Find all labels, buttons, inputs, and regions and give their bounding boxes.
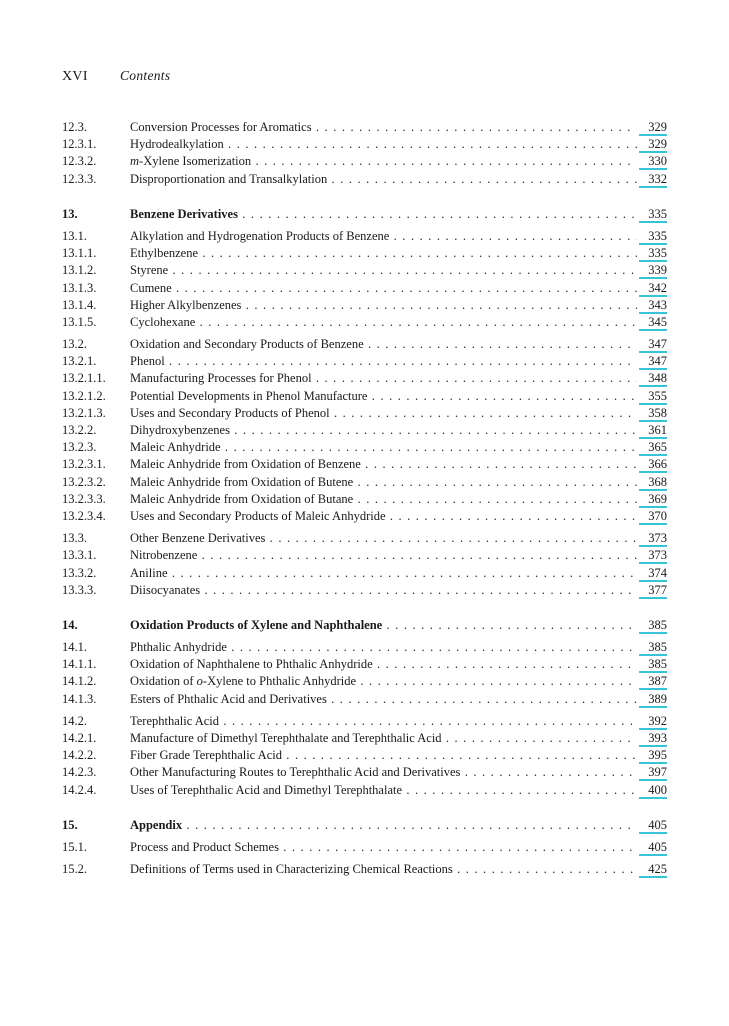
toc-section-number: 14.1.2. bbox=[62, 674, 97, 689]
toc-page-link[interactable]: 400 bbox=[639, 782, 667, 799]
toc-section-number: 14.1.3. bbox=[62, 691, 97, 706]
toc-section-title: Esters of Phthalic Acid and Derivatives bbox=[130, 691, 327, 706]
toc-entry-row[interactable] bbox=[62, 353, 667, 370]
toc-page-link[interactable]: 329 bbox=[639, 119, 667, 136]
toc-section-number: 13.2.1. bbox=[62, 354, 97, 369]
toc-entry-row[interactable] bbox=[62, 530, 667, 547]
toc-chapter-row[interactable] bbox=[62, 617, 667, 634]
toc-title-with-leader bbox=[130, 547, 637, 564]
toc-entry-row[interactable] bbox=[62, 280, 667, 297]
toc-title-with-leader bbox=[130, 262, 637, 279]
toc-section-number: 13.1.3. bbox=[62, 280, 97, 295]
toc-section-title: Manufacture of Dimethyl Terephthalate and Terephthalic Acid bbox=[130, 731, 442, 745]
toc-title-with-leader bbox=[130, 314, 637, 331]
toc-entry-row[interactable] bbox=[62, 336, 667, 353]
toc-section-title: Nitrobenzene bbox=[130, 548, 198, 563]
toc-section-title: Oxidation of o-Xylene to Phthalic Anhydride bbox=[130, 674, 357, 689]
toc-section-title: Oxidation Products of Xylene and Naphthalene bbox=[130, 617, 383, 632]
toc-section-title: Diisocyanates bbox=[130, 582, 201, 597]
toc-page-link[interactable]: 347 bbox=[639, 336, 667, 353]
toc-title-with-leader bbox=[130, 245, 637, 262]
toc-section-title: Maleic Anhydride from Oxidation of Benzene bbox=[130, 457, 361, 472]
toc-page-link[interactable]: 335 bbox=[639, 206, 667, 223]
toc-page-link[interactable]: 368 bbox=[639, 474, 667, 491]
toc-page-link[interactable]: 348 bbox=[639, 370, 667, 387]
toc-entry-row[interactable] bbox=[62, 314, 667, 331]
toc-section-number: 14.1. bbox=[62, 640, 87, 655]
toc-section-number: 13.1.4. bbox=[62, 297, 97, 312]
toc-title-with-leader bbox=[130, 691, 637, 708]
toc-title-with-leader bbox=[130, 673, 637, 690]
toc-entry-row[interactable] bbox=[62, 691, 667, 708]
toc-section-number: 13. bbox=[62, 206, 78, 221]
toc-page-link[interactable]: 397 bbox=[639, 764, 667, 781]
toc-page-link[interactable]: 389 bbox=[639, 691, 667, 708]
toc-section-title: Ethylbenzene bbox=[130, 246, 199, 261]
toc-entry-row[interactable] bbox=[62, 297, 667, 314]
toc-page-link[interactable]: 392 bbox=[639, 713, 667, 730]
toc-entry-row[interactable] bbox=[62, 764, 667, 781]
toc-section-title: Maleic Anhydride bbox=[130, 440, 221, 455]
toc-entry-row[interactable] bbox=[62, 656, 667, 673]
toc-entry-row[interactable] bbox=[62, 508, 667, 525]
toc-section-title: Cyclohexane bbox=[130, 314, 196, 329]
toc-entry-row[interactable] bbox=[62, 547, 667, 564]
toc-title-with-leader bbox=[130, 617, 637, 634]
toc-title-with-leader bbox=[130, 136, 637, 153]
toc-title-with-leader bbox=[130, 474, 637, 491]
toc-section-title: Terephthalic Acid bbox=[130, 713, 220, 728]
toc-section-title: Styrene bbox=[130, 263, 169, 278]
toc-section-title: Process and Product Schemes bbox=[130, 839, 279, 854]
toc-entry-row[interactable] bbox=[62, 171, 667, 188]
toc-section-title: Alkylation and Hydrogenation Products of Benzene bbox=[130, 228, 390, 243]
toc-section-number: 14.2.4. bbox=[62, 782, 97, 797]
toc-section-title: Other Benzene Derivatives bbox=[130, 531, 266, 546]
toc-entry-row[interactable] bbox=[62, 782, 667, 799]
toc-title-with-leader bbox=[130, 747, 637, 764]
toc-page-link[interactable]: 387 bbox=[639, 673, 667, 690]
toc-section-number: 13.1.1. bbox=[62, 246, 97, 261]
toc-page-link[interactable]: 342 bbox=[639, 280, 667, 297]
table-of-contents bbox=[62, 119, 667, 878]
toc-page-link[interactable]: 425 bbox=[639, 861, 667, 878]
toc-entry-row[interactable] bbox=[62, 713, 667, 730]
toc-title-with-leader bbox=[130, 297, 637, 314]
toc-section-number: 13.2.1.3. bbox=[62, 405, 106, 420]
toc-section-title: Higher Alkylbenzenes bbox=[130, 297, 242, 312]
toc-section-title: Maleic Anhydride from Oxidation of Butene bbox=[130, 474, 354, 489]
toc-section-title: Oxidation of Naphthalene to Phthalic Anhydride bbox=[130, 657, 373, 672]
toc-entry-row[interactable] bbox=[62, 673, 667, 690]
toc-entry-row[interactable] bbox=[62, 456, 667, 473]
toc-entry-row[interactable] bbox=[62, 839, 667, 856]
toc-page-link[interactable]: 370 bbox=[639, 508, 667, 525]
toc-section-number: 13.1.2. bbox=[62, 263, 97, 278]
toc-section-number: 12.3.2. bbox=[62, 154, 97, 169]
toc-title-with-leader bbox=[130, 782, 637, 799]
toc-section-number: 13.2.3.2. bbox=[62, 474, 106, 489]
toc-section-number: 13.2.2. bbox=[62, 423, 97, 437]
toc-entry-row[interactable] bbox=[62, 136, 667, 153]
toc-page-link[interactable]: 365 bbox=[639, 439, 667, 456]
toc-title-with-leader bbox=[130, 171, 637, 188]
toc-entry-row[interactable] bbox=[62, 405, 667, 422]
toc-page-link[interactable]: 374 bbox=[639, 565, 667, 582]
toc-title-with-leader bbox=[130, 713, 637, 730]
toc-page-link[interactable]: 369 bbox=[639, 491, 667, 508]
toc-entry-row[interactable] bbox=[62, 119, 667, 136]
toc-section-number: 14.1.1. bbox=[62, 657, 97, 672]
toc-section-number: 12.3.3. bbox=[62, 171, 97, 186]
toc-entry-row[interactable] bbox=[62, 439, 667, 456]
toc-title-with-leader bbox=[130, 508, 637, 525]
toc-chapter-row[interactable] bbox=[62, 206, 667, 223]
toc-spacer bbox=[62, 188, 667, 206]
toc-section-number: 13.3.2. bbox=[62, 565, 97, 580]
toc-entry-row[interactable] bbox=[62, 730, 667, 747]
toc-title-with-leader bbox=[130, 656, 637, 673]
toc-title-with-leader bbox=[130, 861, 637, 878]
toc-page-link[interactable]: 393 bbox=[639, 730, 667, 747]
toc-entry-row[interactable] bbox=[62, 228, 667, 245]
toc-page-link[interactable]: 385 bbox=[639, 656, 667, 673]
toc-section-number: 13.2.3.3. bbox=[62, 491, 106, 506]
toc-section-title: Definitions of Terms used in Characterizing Chemical Reactions bbox=[130, 862, 453, 877]
toc-title-with-leader bbox=[130, 439, 637, 456]
toc-section-number: 13.1. bbox=[62, 228, 87, 243]
toc-section-number: 14.2.3. bbox=[62, 765, 97, 780]
toc-page-link[interactable]: 343 bbox=[639, 297, 667, 314]
toc-chapter-row[interactable] bbox=[62, 817, 667, 834]
toc-section-number: 14.2.1. bbox=[62, 731, 97, 745]
toc-entry-row[interactable] bbox=[62, 491, 667, 508]
toc-page-link[interactable]: 385 bbox=[639, 639, 667, 656]
toc-title-with-leader bbox=[130, 153, 637, 170]
toc-entry-row[interactable] bbox=[62, 153, 667, 170]
toc-section-title: Benzene Derivatives bbox=[130, 206, 238, 221]
toc-page-link[interactable]: 405 bbox=[639, 817, 667, 834]
toc-section-number: 13.2.3.1. bbox=[62, 457, 106, 472]
toc-title-with-leader bbox=[130, 817, 637, 834]
toc-section-title: Uses and Secondary Products of Phenol bbox=[130, 405, 330, 420]
toc-title-with-leader bbox=[130, 388, 637, 405]
toc-section-title: Oxidation and Secondary Products of Benzene bbox=[130, 337, 364, 352]
toc-entry-row[interactable] bbox=[62, 245, 667, 262]
toc-page-link[interactable]: 347 bbox=[639, 353, 667, 370]
toc-page-link[interactable]: 345 bbox=[639, 314, 667, 331]
toc-section-number: 13.3. bbox=[62, 531, 87, 546]
toc-section-title: Hydrodealkylation bbox=[130, 137, 224, 152]
toc-page-link[interactable]: 385 bbox=[639, 617, 667, 634]
toc-section-number: 13.2.1.2. bbox=[62, 388, 106, 403]
toc-section-number: 13.1.5. bbox=[62, 314, 97, 329]
toc-page-link[interactable]: 332 bbox=[639, 171, 667, 188]
toc-section-number: 14.2. bbox=[62, 713, 87, 728]
toc-page-link[interactable]: 373 bbox=[639, 547, 667, 564]
toc-title-with-leader bbox=[130, 370, 637, 387]
toc-title-with-leader bbox=[130, 353, 637, 370]
toc-title-with-leader bbox=[130, 839, 637, 856]
toc-section-title: Other Manufacturing Routes to Terephthalic Acid and Derivatives bbox=[130, 765, 461, 780]
toc-title-with-leader bbox=[130, 405, 637, 422]
toc-entry-row[interactable] bbox=[62, 861, 667, 878]
toc-title-with-leader bbox=[130, 530, 637, 547]
toc-section-number: 14.2.2. bbox=[62, 748, 97, 763]
toc-section-number: 14. bbox=[62, 617, 78, 632]
toc-section-title: Aniline bbox=[130, 565, 168, 580]
toc-section-title: m-Xylene Isomerization bbox=[130, 154, 252, 169]
toc-title-with-leader bbox=[130, 228, 637, 245]
toc-entry-row[interactable] bbox=[62, 639, 667, 656]
toc-section-number: 15.1. bbox=[62, 839, 87, 854]
toc-entry-row[interactable] bbox=[62, 565, 667, 582]
toc-section-number: 13.3.1. bbox=[62, 548, 97, 563]
toc-section-title: Phenol bbox=[130, 354, 165, 369]
toc-section-title: Cumene bbox=[130, 280, 172, 295]
toc-spacer bbox=[62, 799, 667, 817]
toc-title-with-leader bbox=[130, 565, 637, 582]
toc-title-with-leader bbox=[130, 336, 637, 353]
toc-section-title: Maleic Anhydride from Oxidation of Butane bbox=[130, 491, 354, 506]
toc-section-number: 13.2.3.4. bbox=[62, 508, 106, 523]
toc-section-number: 13.2.1.1. bbox=[62, 371, 106, 386]
toc-page-link[interactable]: 405 bbox=[639, 839, 667, 856]
header-section-title: Contents bbox=[120, 68, 171, 83]
toc-entry-row[interactable] bbox=[62, 262, 667, 279]
toc-page-link[interactable]: 395 bbox=[639, 747, 667, 764]
toc-page-link[interactable]: 366 bbox=[639, 456, 667, 473]
toc-section-number: 12.3. bbox=[62, 120, 87, 134]
toc-title-with-leader bbox=[130, 206, 637, 223]
toc-section-title: Phthalic Anhydride bbox=[130, 640, 227, 655]
toc-section-title: Dihydroxybenzenes bbox=[130, 423, 230, 437]
toc-section-number: 13.2.3. bbox=[62, 440, 97, 455]
running-head bbox=[62, 68, 170, 85]
toc-page-link[interactable]: 377 bbox=[639, 582, 667, 599]
toc-title-with-leader bbox=[130, 730, 637, 747]
toc-page-link[interactable]: 361 bbox=[639, 422, 667, 439]
toc-section-number: 15.2. bbox=[62, 862, 87, 877]
toc-entry-row[interactable] bbox=[62, 474, 667, 491]
toc-section-title: Manufacturing Processes for Phenol bbox=[130, 371, 312, 386]
toc-title-with-leader bbox=[130, 764, 637, 781]
toc-title-with-leader bbox=[130, 280, 637, 297]
toc-section-title: Uses of Terephthalic Acid and Dimethyl Terephthalate bbox=[130, 782, 403, 797]
toc-section-title: Fiber Grade Terephthalic Acid bbox=[130, 748, 282, 763]
toc-page-link[interactable]: 335 bbox=[639, 228, 667, 245]
toc-page-link[interactable]: 330 bbox=[639, 153, 667, 170]
toc-section-title: Conversion Processes for Aromatics bbox=[130, 120, 312, 134]
toc-section-title: Potential Developments in Phenol Manufacture bbox=[130, 388, 368, 403]
toc-title-with-leader bbox=[130, 491, 637, 508]
header-page-number: XVI bbox=[62, 69, 88, 84]
toc-section-number: 15. bbox=[62, 817, 78, 832]
toc-title-with-leader bbox=[130, 422, 637, 439]
toc-page-link[interactable]: 339 bbox=[639, 262, 667, 279]
toc-page-link[interactable]: 329 bbox=[639, 136, 667, 153]
toc-page-link[interactable]: 355 bbox=[639, 388, 667, 405]
toc-section-number: 13.2. bbox=[62, 337, 87, 352]
toc-title-with-leader bbox=[130, 582, 637, 599]
toc-page-link[interactable]: 358 bbox=[639, 405, 667, 422]
toc-entry-row[interactable] bbox=[62, 388, 667, 405]
toc-section-title: Disproportionation and Transalkylation bbox=[130, 171, 328, 186]
toc-section-number: 12.3.1. bbox=[62, 137, 97, 152]
toc-entry-row[interactable] bbox=[62, 422, 667, 439]
toc-entry-row[interactable] bbox=[62, 747, 667, 764]
toc-title-with-leader bbox=[130, 639, 637, 656]
toc-section-title: Appendix bbox=[130, 817, 183, 832]
toc-spacer bbox=[62, 599, 667, 617]
toc-section-number: 13.3.3. bbox=[62, 582, 97, 597]
toc-page-link[interactable]: 373 bbox=[639, 530, 667, 547]
toc-entry-row[interactable] bbox=[62, 370, 667, 387]
toc-title-with-leader bbox=[130, 119, 637, 136]
toc-page-link[interactable]: 335 bbox=[639, 245, 667, 262]
toc-title-with-leader bbox=[130, 456, 637, 473]
toc-entry-row[interactable] bbox=[62, 582, 667, 599]
toc-section-title: Uses and Secondary Products of Maleic Anhydride bbox=[130, 508, 386, 523]
